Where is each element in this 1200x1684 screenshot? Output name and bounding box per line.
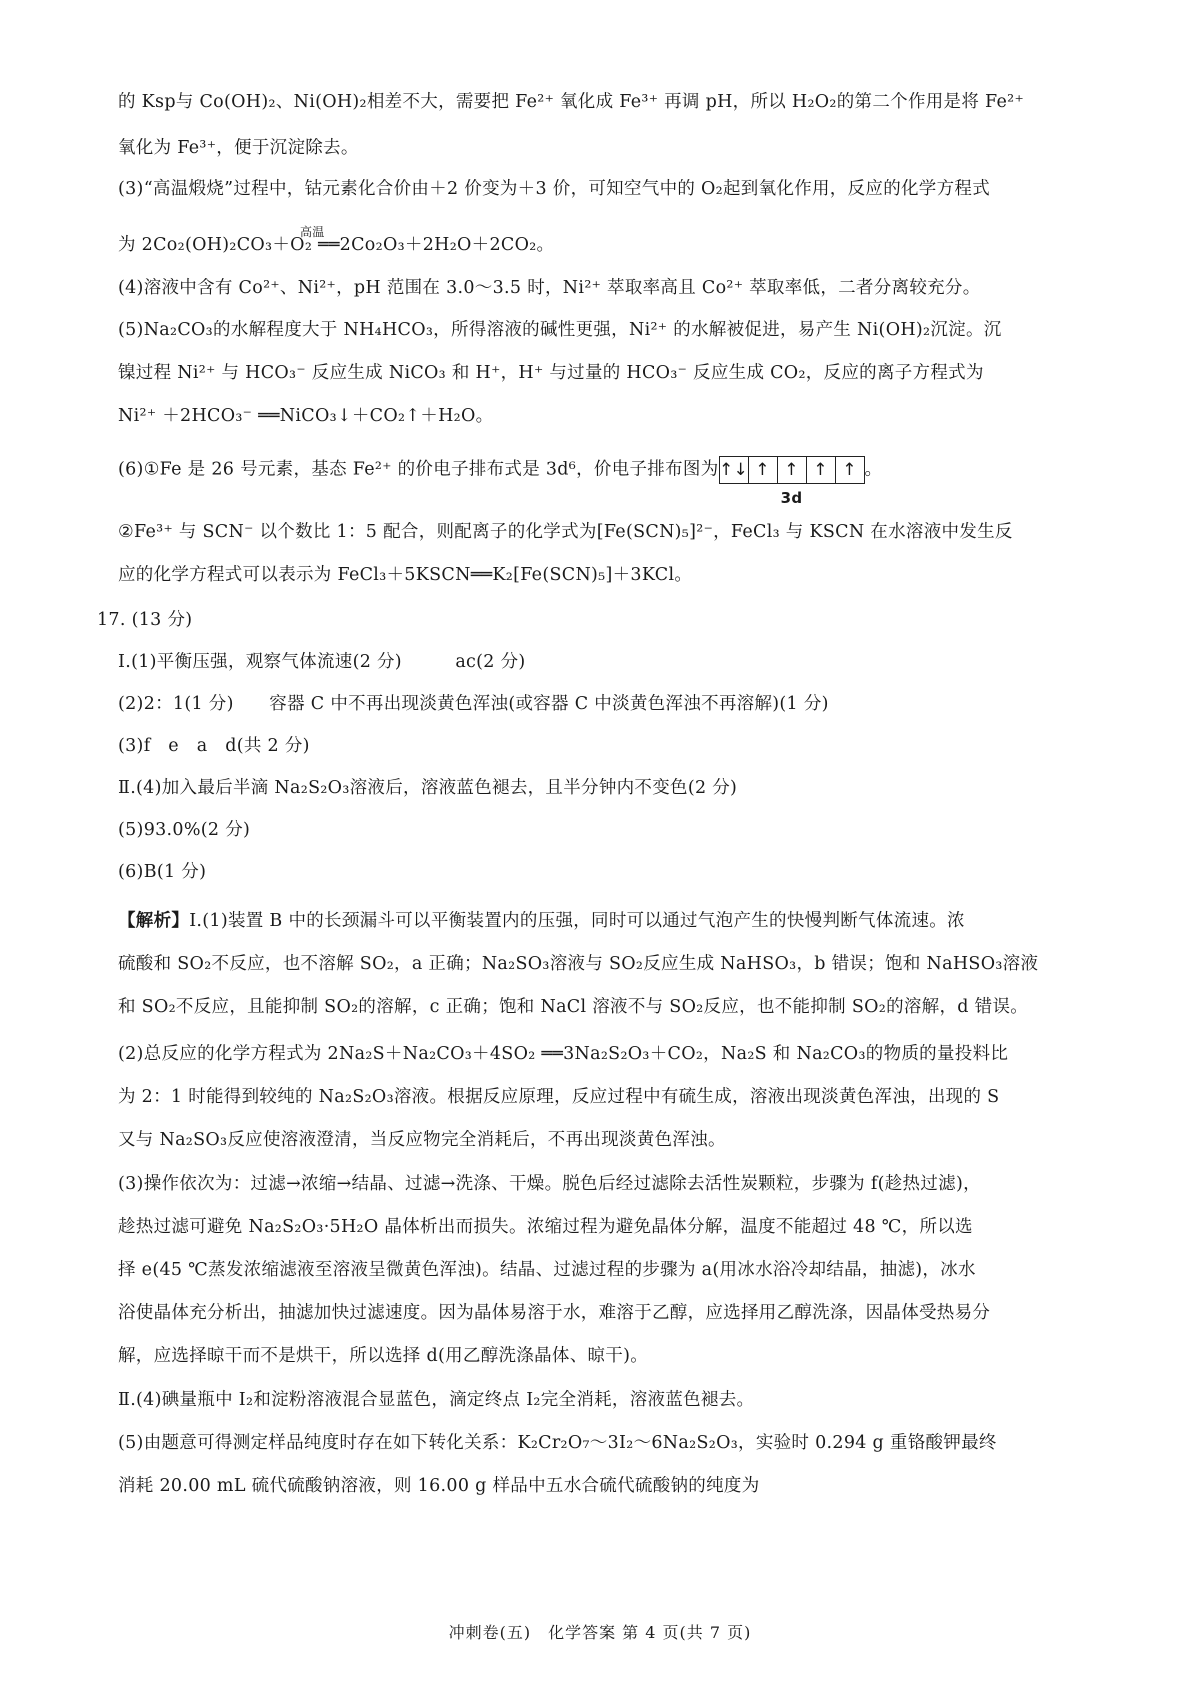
text-line: 应的化学方程式可以表示为 FeCl₃＋5KSCN══K₂[Fe(SCN)₅]＋3KCl。: [118, 565, 693, 585]
analysis-tag: 【解析】: [118, 911, 190, 931]
text-line: (3)“高温煅烧”过程中，钴元素化合价由＋2 价变为＋3 价，可知空气中的 O₂起到氧化作用，反应的化学方程式: [118, 179, 990, 199]
text-line: 趁热过滤可避免 Na₂S₂O₃·5H₂O 晶体析出而损失。浓缩过程为避免晶体分解，温度不能超过 48 ℃，所以选: [118, 1217, 973, 1237]
text-line: [118, 225, 1108, 257]
text-line: 硫酸和 SO₂不反应，也不溶解 SO₂，a 正确；Na₂SO₃溶液与 SO₂反应生成 NaHSO₃，b 错误；饱和 NaHSO₃溶液: [118, 954, 1039, 974]
text-line: [118, 909, 1108, 933]
text-line: (4)溶液中含有 Co²⁺、Ni²⁺，pH 范围在 3.0～3.5 时，Ni²⁺ 萃取率高且 Co²⁺ 萃取率低，二者分离较充分。: [118, 278, 981, 298]
text-line: 解，应选择晾干而不是烘干，所以选择 d(用乙醇洗涤晶体、晾干)。: [118, 1346, 649, 1366]
answer-line: Ⅱ.(4)加入最后半滴 Na₂S₂O₃溶液后，溶液蓝色褪去，且半分钟内不变色(2 分): [118, 778, 738, 798]
reaction-condition: 高温: [300, 225, 325, 239]
text-line: (5)Na₂CO₃的水解程度大于 NH₄HCO₃，所得溶液的碱性更强，Ni²⁺ 的水解被促进，易产生 Ni(OH)₂沉淀。沉: [118, 320, 1002, 340]
text-line: (2)总反应的化学方程式为 2Na₂S＋Na₂CO₃＋4SO₂ ══3Na₂S₂O₃＋CO₂，Na₂S 和 Na₂CO₃的物质的量投料比: [118, 1044, 1009, 1064]
text-line: 择 e(45 ℃蒸发浓缩滤液至溶液呈微黄色浑浊)。结晶、过滤过程的步骤为 a(用冰水浴冷却结晶，抽滤)，冰水: [118, 1260, 976, 1280]
text-line: Ni²⁺ ＋2HCO₃⁻ ══NiCO₃↓＋CO₂↑＋H₂O。: [118, 406, 494, 426]
orbital-box: ↑↓: [720, 457, 749, 483]
question-number: 17. (13 分): [97, 610, 193, 630]
equation: 为 2Co₂(OH)₂CO₃＋O₂ ══2Co₂O₃＋2H₂O＋2CO₂。: [118, 235, 555, 255]
text-line: (5)由题意可得测定样品纯度时存在如下转化关系：K₂Cr₂O₇～3I₂～6Na₂S₂O₃，实验时 0.294 g 重铬酸钾最终: [118, 1433, 997, 1453]
orbital-diagram: [718, 456, 865, 507]
text-line: 的 Ksp与 Co(OH)₂、Ni(OH)₂相差不大，需要把 Fe²⁺ 氧化成 Fe³⁺ 再调 pH，所以 H₂O₂的第二个作用是将 Fe²⁺: [118, 92, 1024, 112]
orbital-suffix: 。: [864, 459, 883, 480]
text-line: 氧化为 Fe³⁺，便于沉淀除去。: [118, 138, 359, 158]
text-line: 镍过程 Ni²⁺ 与 HCO₃⁻ 反应生成 NiCO₃ 和 H⁺，H⁺ 与过量的 HCO₃⁻ 反应生成 CO₂，反应的离子方程式为: [118, 363, 984, 383]
text-line: 消耗 20.00 mL 硫代硫酸钠溶液，则 16.00 g 样品中五水合硫代硫酸钠的纯度为: [118, 1476, 760, 1496]
text-line: ②Fe³⁺ 与 SCN⁻ 以个数比 1：5 配合，则配离子的化学式为[Fe(SCN)₅]²⁻，FeCl₃ 与 KSCN 在水溶液中发生反: [118, 522, 1013, 542]
analysis-text: Ⅰ.(1)装置 B 中的长颈漏斗可以平衡装置内的压强，同时可以通过气泡产生的快慢判断气体流速。浓: [189, 911, 965, 931]
text-line: (3)操作依次为：过滤→浓缩→结晶、过滤→洗涤、干燥。脱色后经过滤除去活性炭颗粒，步骤为 f(趁热过滤)，: [118, 1174, 981, 1194]
orbital-label: 3d: [780, 489, 803, 507]
answer-line: (2)2：1(1 分) 容器 C 中不再出现淡黄色浑浊(或容器 C 中淡黄色浑浊不再溶解)(1 分): [118, 694, 829, 714]
text-line: 为 2：1 时能得到较纯的 Na₂S₂O₃溶液。根据反应原理，反应过程中有硫生成，溶液出现淡黄色浑浊，出现的 S: [118, 1087, 1000, 1107]
answer-line: (5)93.0%(2 分): [118, 820, 251, 840]
answer-line: (3)f e a d(共 2 分): [118, 736, 310, 756]
text-line: Ⅱ.(4)碘量瓶中 I₂和淀粉溶液混合显蓝色，滴定终点 I₂完全消耗，溶液蓝色褪去。: [118, 1390, 755, 1410]
orbital-box: ↑: [749, 457, 778, 483]
orbital-box: ↑: [778, 457, 807, 483]
answer-line: Ⅰ.(1)平衡压强，观察气体流速(2 分) ac(2 分): [118, 652, 526, 672]
text-line: 又与 Na₂SO₃反应使溶液澄清，当反应物完全消耗后，不再出现淡黄色浑浊。: [118, 1130, 726, 1150]
orbital-box: ↑: [842, 460, 857, 480]
text-line: 和 SO₂不反应，且能抑制 SO₂的溶解，c 正确；饱和 NaCl 溶液不与 SO₂反应，也不能抑制 SO₂的溶解，d 错误。: [118, 997, 1029, 1017]
answer-line: (6)B(1 分): [118, 862, 207, 882]
orbital-text: (6)①Fe 是 26 号元素，基态 Fe²⁺ 的价电子排布式是 3d⁶，价电子排布图为: [118, 459, 719, 480]
orbital-box: ↑: [807, 457, 836, 483]
text-line: [118, 456, 1108, 507]
orbital-boxes: [719, 456, 865, 484]
text-line: 浴使晶体充分析出，抽滤加快过滤速度。因为晶体易溶于水，难溶于乙醇，应选择用乙醇洗涤，因晶体受热易分: [118, 1303, 991, 1323]
page-footer: 冲刺卷(五) 化学答案 第 4 页(共 7 页): [448, 1623, 752, 1642]
